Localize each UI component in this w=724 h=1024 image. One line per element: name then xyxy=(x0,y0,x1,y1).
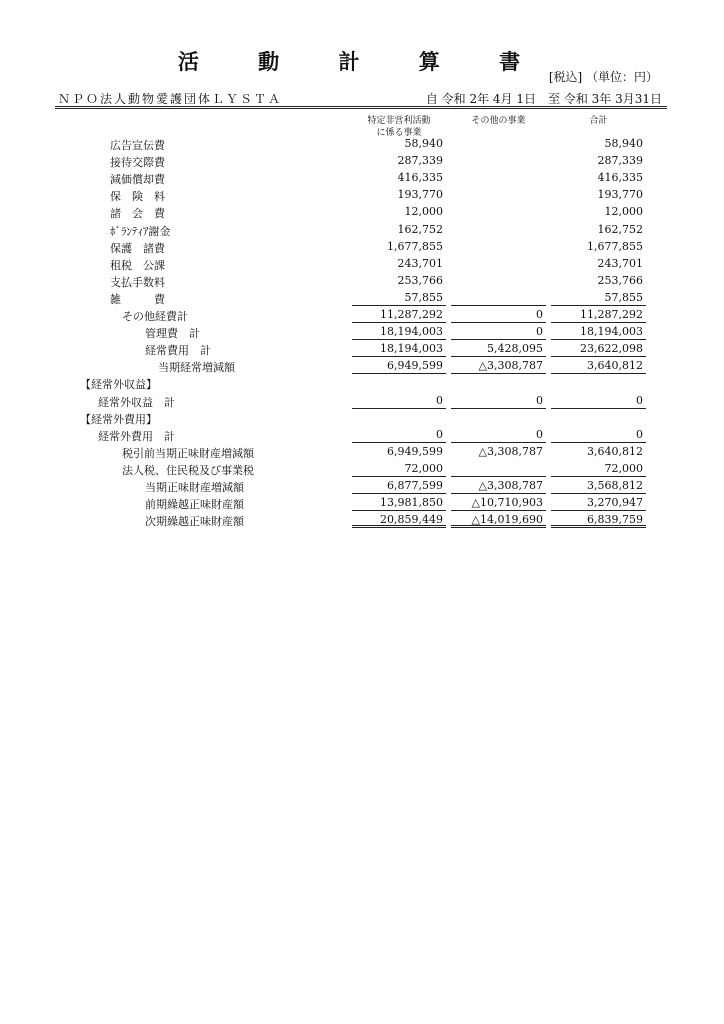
value-total: 0 xyxy=(551,394,646,409)
value-npo: 20,859,449 xyxy=(352,513,446,528)
value-total: 6,839,759 xyxy=(551,513,646,528)
value-npo: 6,949,599 xyxy=(352,359,446,374)
fiscal-period: 自 令和 2年 4月 1日 至 令和 3年 3月31日 xyxy=(425,92,662,106)
row-label: 【経常外費用】 xyxy=(80,412,157,426)
table-row xyxy=(0,374,724,392)
row-label: 法人税、住民税及び事業税 xyxy=(122,463,254,477)
table-row xyxy=(0,323,724,341)
value-other xyxy=(451,223,546,238)
table-row xyxy=(0,152,724,170)
value-npo: 11,287,292 xyxy=(352,308,446,323)
value-total: 3,640,812 xyxy=(551,359,646,374)
row-label: 当期正味財産増減額 xyxy=(145,481,244,494)
value-total: 3,568,812 xyxy=(551,479,646,494)
value-npo: 12,000 xyxy=(404,205,443,219)
value-other: △3,308,787 xyxy=(478,444,543,458)
value-total: 3,640,812 xyxy=(587,444,643,458)
value-total: 287,339 xyxy=(597,154,643,168)
value-total: 243,701 xyxy=(597,256,643,270)
table-row xyxy=(0,392,724,410)
row-label: その他経費計 xyxy=(122,310,188,323)
value-npo: 6,949,599 xyxy=(387,444,443,458)
value-total: 3,270,947 xyxy=(551,496,646,511)
value-total: 58,940 xyxy=(604,137,643,150)
value-total: 12,000 xyxy=(604,205,643,219)
value-other xyxy=(451,188,546,203)
value-npo: 58,940 xyxy=(404,137,443,150)
value-other xyxy=(451,205,546,220)
value-total: 57,855 xyxy=(551,291,646,306)
row-label: 管理費 計 xyxy=(145,327,200,341)
value-total: 23,622,098 xyxy=(551,342,646,357)
table-row xyxy=(0,357,724,375)
row-label: 減価償却費 xyxy=(110,173,165,187)
table-row xyxy=(0,169,724,187)
table-row xyxy=(0,135,724,153)
column-header-other-label: その他の事業 xyxy=(471,116,526,126)
table-row xyxy=(0,238,724,256)
value-total xyxy=(551,376,646,391)
column-header-other xyxy=(451,115,546,127)
value-total xyxy=(551,411,646,426)
table-row xyxy=(0,443,724,461)
row-label: 諸 会 費 xyxy=(110,207,165,221)
table-row xyxy=(0,306,724,324)
value-other: △10,710,903 xyxy=(451,496,546,511)
value-npo: 13,981,850 xyxy=(352,496,446,511)
value-npo: 162,752 xyxy=(397,222,443,236)
value-other: 0 xyxy=(451,428,546,443)
value-npo: 287,339 xyxy=(397,154,443,168)
column-header-npo-label: 特定非営利活動 に係る事業 xyxy=(367,116,431,138)
value-other xyxy=(451,154,546,169)
row-label: 前期繰越正味財産額 xyxy=(145,498,244,512)
value-other: △14,019,690 xyxy=(451,513,546,528)
value-npo: 253,766 xyxy=(397,273,443,287)
value-total: 253,766 xyxy=(597,273,643,287)
value-npo: 0 xyxy=(352,394,446,409)
table-row xyxy=(0,511,724,529)
value-npo: 6,877,599 xyxy=(352,479,446,494)
value-npo: 18,194,003 xyxy=(352,342,446,357)
value-total: 193,770 xyxy=(597,188,643,202)
value-other: △3,308,787 xyxy=(451,479,546,494)
organization-name: ＮＰＯ法人動物愛護団体ＬＹＳＴＡ xyxy=(58,92,283,106)
row-label: 経常外費用 計 xyxy=(98,429,175,443)
value-total: 11,287,292 xyxy=(551,308,646,323)
row-label: 支払手数料 xyxy=(110,275,165,289)
row-label: 接待交際費 xyxy=(110,156,165,170)
value-other xyxy=(451,171,546,186)
value-other: 0 xyxy=(451,394,546,409)
column-header-total xyxy=(551,115,646,127)
header-rule xyxy=(55,106,667,107)
row-label: 保 険 料 xyxy=(110,190,165,204)
table-row xyxy=(0,186,724,204)
table-row xyxy=(0,255,724,273)
value-total: 72,000 xyxy=(551,462,646,477)
column-header-total-label: 合計 xyxy=(589,116,608,126)
row-label: 保護 諸費 xyxy=(110,241,165,255)
value-total: 0 xyxy=(551,428,646,443)
value-other xyxy=(451,137,546,152)
value-total: 416,335 xyxy=(597,171,643,185)
row-label: ﾎﾞﾗﾝﾃｨｱ謝金 xyxy=(110,224,171,238)
table-row xyxy=(0,460,724,478)
value-npo: 193,770 xyxy=(397,188,443,202)
value-npo: 57,855 xyxy=(352,291,446,306)
table-row xyxy=(0,203,724,221)
value-npo: 0 xyxy=(352,428,446,443)
table-row xyxy=(0,340,724,358)
value-npo: 416,335 xyxy=(397,171,443,185)
row-label: 【経常外収益】 xyxy=(80,378,157,392)
value-other xyxy=(451,462,546,477)
row-label: 経常外収益 計 xyxy=(98,395,175,409)
value-npo xyxy=(352,411,446,426)
value-other xyxy=(451,257,546,272)
row-label: 雑 費 xyxy=(110,292,165,306)
value-other: △3,308,787 xyxy=(451,359,546,374)
table-row xyxy=(0,289,724,307)
value-npo: 18,194,003 xyxy=(352,325,446,340)
value-other: 0 xyxy=(451,308,546,323)
value-npo: 243,701 xyxy=(397,256,443,270)
table-row xyxy=(0,426,724,444)
document-title: 活 動 計 算 書 xyxy=(177,49,547,74)
row-label: 次期繰越正味財産額 xyxy=(145,515,244,529)
value-other: 5,428,095 xyxy=(451,342,546,357)
value-other xyxy=(451,240,546,255)
row-label: 租税 公課 xyxy=(110,258,165,272)
value-total: 162,752 xyxy=(597,222,643,236)
value-npo: 1,677,855 xyxy=(387,239,443,253)
value-other xyxy=(451,411,546,426)
value-npo xyxy=(352,376,446,391)
row-label: 広告宣伝費 xyxy=(110,139,165,152)
value-other xyxy=(451,376,546,391)
table-row xyxy=(0,494,724,512)
value-npo: 72,000 xyxy=(352,462,446,477)
value-total: 18,194,003 xyxy=(551,325,646,340)
value-other: 0 xyxy=(451,325,546,340)
unit-note: [税込] （単位：円） xyxy=(548,70,658,84)
row-label: 経常費用 計 xyxy=(145,344,211,358)
value-other xyxy=(451,291,546,306)
row-label: 当期経常増減額 xyxy=(158,361,235,375)
table-row xyxy=(0,272,724,290)
value-total: 1,677,855 xyxy=(587,239,643,253)
table-row xyxy=(0,477,724,495)
row-label: 税引前当期正味財産増減額 xyxy=(122,446,254,460)
value-other xyxy=(451,274,546,289)
table-row xyxy=(0,409,724,427)
table-row xyxy=(0,221,724,239)
header-rule-double xyxy=(55,108,667,109)
